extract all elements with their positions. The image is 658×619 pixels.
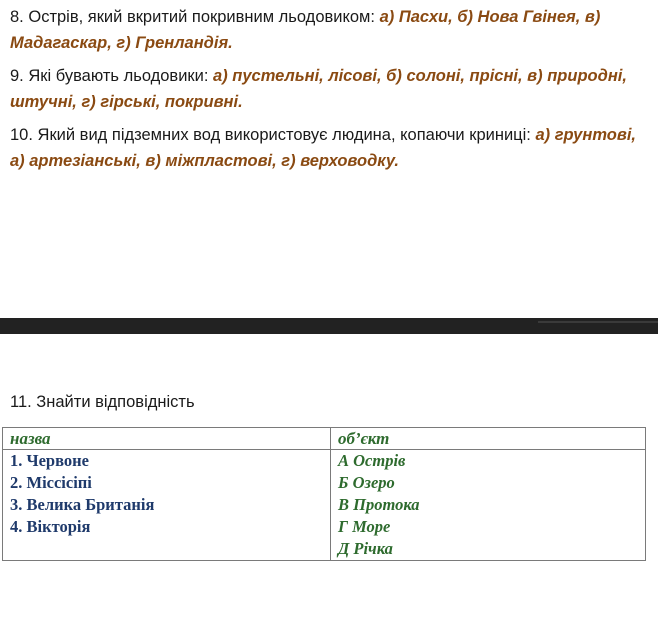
header-object: об’єкт xyxy=(331,428,646,450)
question-10 xyxy=(10,122,650,174)
task-11-title: 11. Знайти відповідність xyxy=(10,393,195,411)
question-number: 9. xyxy=(10,67,24,85)
question-8 xyxy=(10,4,650,56)
table-row xyxy=(3,450,646,561)
slide-divider xyxy=(0,318,658,334)
divider-highlight xyxy=(538,321,658,323)
name-item: 3. Велика Британія xyxy=(10,495,155,514)
object-item: Д Річка xyxy=(338,539,393,558)
names-cell xyxy=(3,450,331,561)
object-item: Б Озеро xyxy=(338,473,395,492)
name-item: 4. Вікторія xyxy=(10,517,91,536)
question-9 xyxy=(10,63,650,115)
question-text: Який вид підземних вод використовує людина, копаючи криниці: xyxy=(37,126,531,144)
object-item: Г Море xyxy=(338,517,391,536)
name-item: 1. Червоне xyxy=(10,451,89,470)
question-answers: а) грунтові, а) артезіанські, в) міжпластові, г) верховодку. xyxy=(10,126,636,170)
matching-table xyxy=(2,427,646,561)
question-text: Які бувають льодовики: xyxy=(28,67,209,85)
name-item: 2. Міссісіпі xyxy=(10,473,92,492)
question-number: 10. xyxy=(10,126,33,144)
objects-cell xyxy=(331,450,646,561)
object-item: А Острів xyxy=(338,451,406,470)
question-text: Острів, який вкритий покривним льодовиком: xyxy=(28,8,375,26)
question-answers: а) пустельні, лісові, б) солоні, прісні, в) природні, штучні, г) гірські, покривні. xyxy=(10,67,627,111)
table-header-row xyxy=(3,428,646,450)
header-name: назва xyxy=(3,428,331,450)
question-number: 8. xyxy=(10,8,24,26)
question-answers: а) Пасхи, б) Нова Гвінея, в) Мадагаскар, г) Гренландія. xyxy=(10,8,601,52)
object-item: В Протока xyxy=(338,495,420,514)
